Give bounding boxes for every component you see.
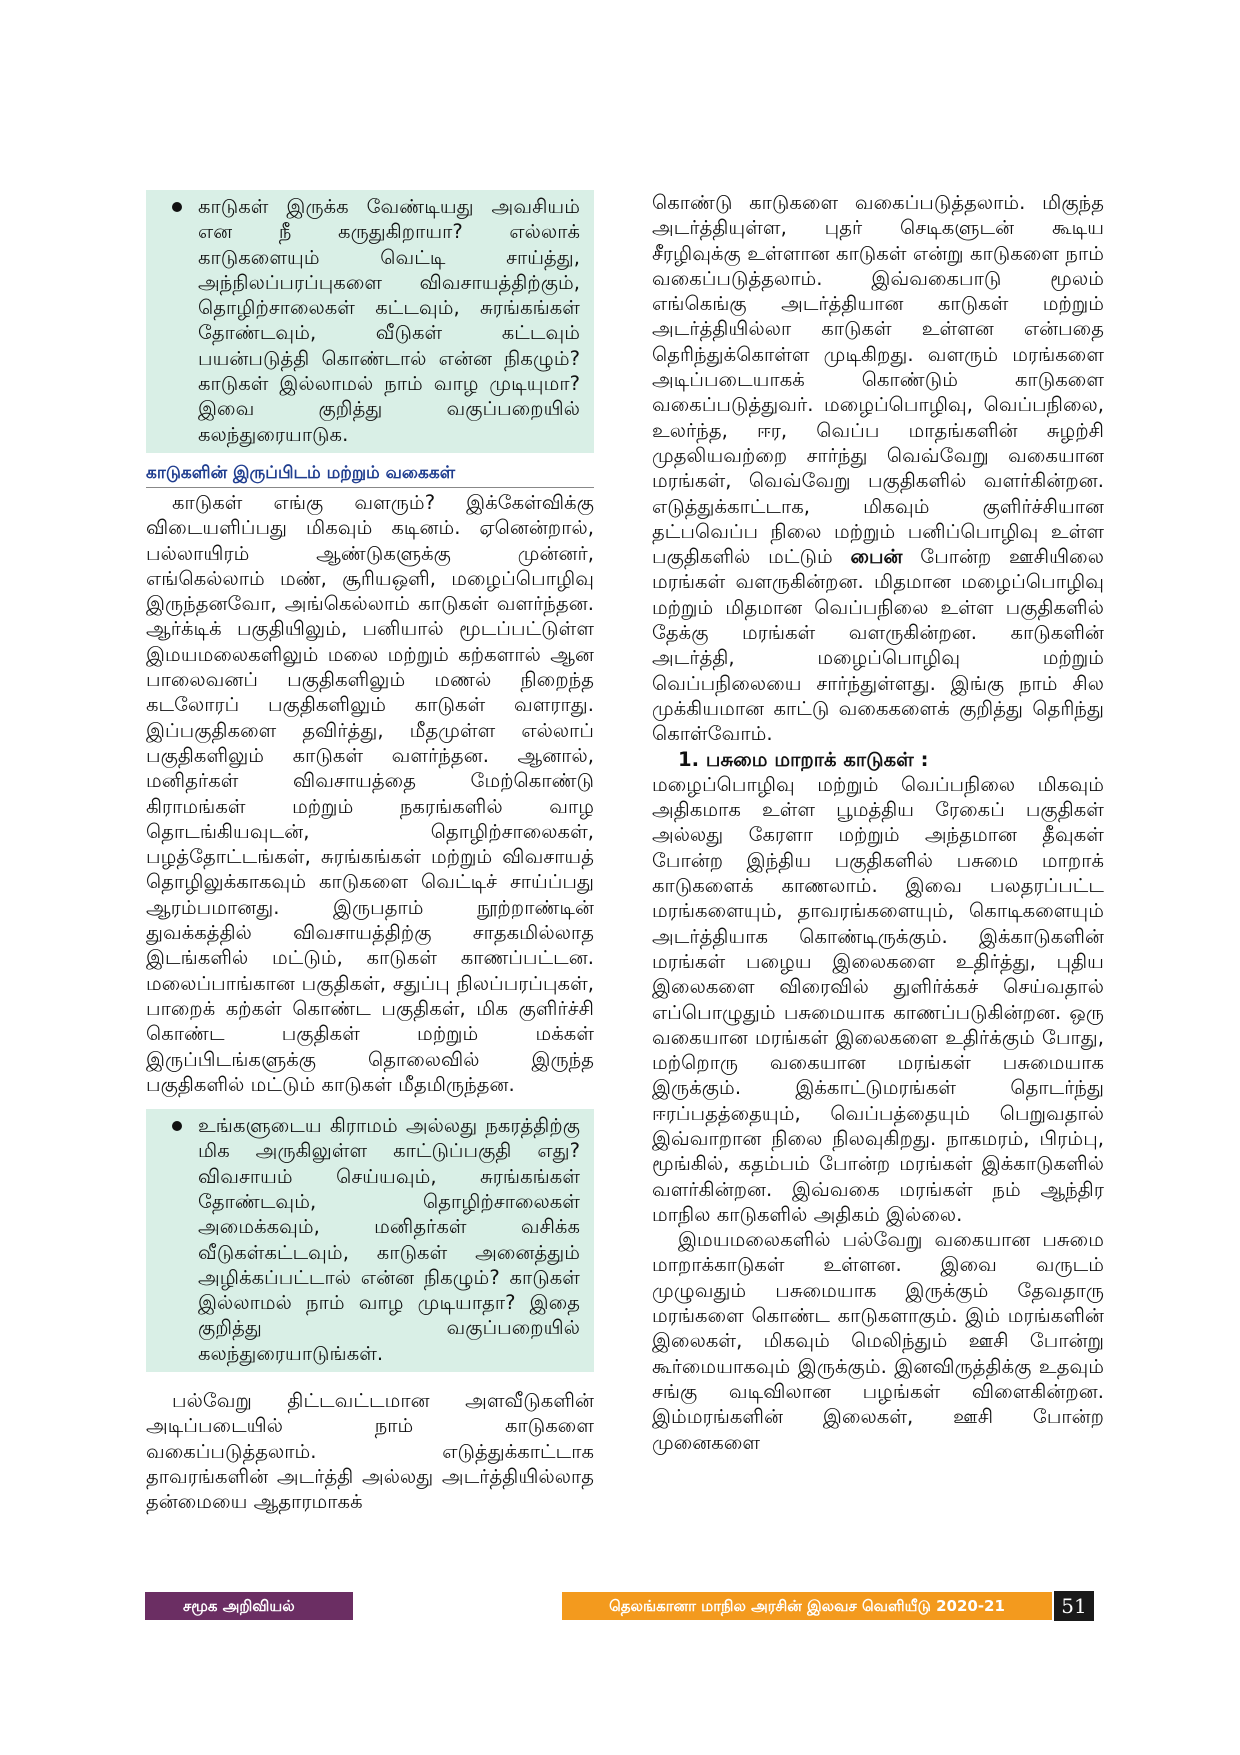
right-paragraph-2: மழைப்பொழிவு மற்றும் வெப்பநிலை மிகவும் அதிகமாக உள்ள பூமத்திய ரேகைப் பகுதிகள் அல்லது கேரளா மற்றும் அந்தமான தீவுகள் போன்ற இந்திய பகுதிகளில் பசுமை மாறாக் காடுகளைக் காணலாம். இவை பலதரப்பட்ட மரங்களையும், தாவரங்களையும், கொடிகளையும் அடர்த்தியாக கொண்டிருக்கும். இக்காடுகளின் மரங்கள் பழைய இலைகளை உதிர்த்து, புதிய இலைகளை விரைவில் துளிர்க்கச் செய்வதால் எப்பொழுதும் பசுமையாக காணப்படுகின்றன. ஒரு வகையான மரங்கள் இலைகளை உதிர்க்கும் போது, மற்றொரு வகையான மரங்கள் பசுமையாக இருக்கும். இக்காட்டுமரங்கள் தொடர்ந்து ஈரப்பதத்தையும், வெப்பத்தையும் பெறுவதால் இவ்வாறான நிலை நிலவுகிறது. நாகமரம், பிரம்பு, மூங்கில், கதம்பம் போன்ற மரங்கள் இக்காடுகளில் வளர்கின்றன. இவ்வகை மரங்கள் நம் ஆந்திர மாநில காடுகளில் அதிகம் இல்லை. — [652, 772, 1104, 1226]
discussion-box-1 — [146, 190, 594, 453]
right-paragraph-1 — [652, 190, 1104, 747]
left-paragraph-1: காடுகள் எங்கு வளரும்? இக்கேள்விக்கு விடையளிப்பது மிகவும் கடினம். ஏனென்றால், பல்லாயிரம் ஆண்டுகளுக்கு முன்னர், எங்கெல்லாம் மண், சூரியஒளி, மழைப்பொழிவு இருந்தனவோ, அங்கெல்லாம் காடுகள் வளர்ந்தன. ஆர்க்டிக் பகுதியிலும், பனியால் மூடப்பட்டுள்ள இமயமலைகளிலும் மலை மற்றும் கற்களால் ஆன பாலைவனப் பகுதிகளிலும் மணல் நிறைந்த கடலோரப் பகுதிகளிலும் காடுகள் வளராது. இப்பகுதிகளை தவிர்த்து, மீதமுள்ள எல்லாப் பகுதிகளிலும் காடுகள் வளர்ந்தன. ஆனால், மனிதர்கள் விவசாயத்தை மேற்கொண்டு கிராமங்கள் மற்றும் நகரங்களில் வாழ தொடங்கியவுடன், தொழிற்சாலைகள், பழத்தோட்டங்கள், சுரங்கங்கள் மற்றும் விவசாயத் தொழிலுக்காகவும் காடுகளை வெட்டிச் சாய்ப்பது ஆரம்பமானது. இருபதாம் நூற்றாண்டின் துவக்கத்தில் விவசாயத்திற்கு சாதகமில்லாத இடங்களில் மட்டும், காடுகள் காணப்பட்டன. மலைப்பாங்கான பகுதிகள், சதுப்பு நிலப்பரப்புகள், பாறைக் கற்கள் கொண்ட பகுதிகள், மிக குளிர்ச்சி கொண்ட பகுதிகள் மற்றும் மக்கள் இருப்பிடங்களுக்கு தொலைவில் இருந்த பகுதிகளில் மட்டும் காடுகள் மீதமிருந்தன. — [146, 490, 594, 1096]
pine-word: பைன் — [850, 545, 903, 569]
bullet-icon — [172, 202, 182, 212]
right-paragraph-1-cont: போன்ற ஊசியிலை மரங்கள் வளருகின்றன. மிதமான மழைப்பொழிவு மற்றும் மிதமான வெப்பநிலை உள்ள பகுதிகளில் தேக்கு மரங்கள் வளருகின்றன. காடுகளின் அடர்த்தி, மழைப்பொழிவு மற்றும் வெப்பநிலையை சார்ந்துள்ளது. இங்கு நாம் சில முக்கியமான காட்டு வகைகளைக் குறித்து தெரிந்து கொள்வோம். — [652, 545, 1104, 746]
subject-label: சமூக அறிவியல் — [145, 1592, 353, 1620]
discussion-box-2 — [146, 1109, 594, 1372]
section-heading: காடுகளின் இருப்பிடம் மற்றும் வகைகள் — [146, 461, 594, 488]
evergreen-forest-subheading: 1. பசுமை மாறாக் காடுகள் : — [678, 747, 929, 771]
discussion-text-2: உங்களுடைய கிராமம் அல்லது நகரத்திற்கு மிக அருகிலுள்ள காட்டுப்பகுதி எது? விவசாயம் செய்யவும், சுரங்கங்கள் தோண்டவும், தொழிற்சாலைகள் அமைக்கவும், மனிதர்கள் வசிக்க வீடுகள்கட்டவும், காடுகள் அனைத்தும் அழிக்கப்பட்டால் என்ன நிகழும்? காடுகள் இல்லாமல் நாம் வாழ முடியாதா? இதை குறித்து வகுப்பறையில் கலந்துரையாடுங்கள். — [198, 1114, 580, 1365]
right-column — [652, 190, 1104, 1455]
discussion-text-1: காடுகள் இருக்க வேண்டியது அவசியம் என நீ கருதுகிறாயா? எல்லாக் காடுகளையும் வெட்டி சாய்த்து, அந்நிலப்பரப்புகளை விவசாயத்திற்கும், தொழிற்சாலைகள் கட்டவும், சுரங்கங்கள் தோண்டவும், வீடுகள் கட்டவும் பயன்படுத்தி கொண்டால் என்ன நிகழும்? காடுகள் இல்லாமல் நாம் வாழ முடியுமா? இவை குறித்து வகுப்பறையில் கலந்துரையாடுக. — [198, 195, 580, 446]
bullet-icon — [172, 1121, 182, 1131]
right-paragraph-1-text: கொண்டு காடுகளை வகைப்படுத்தலாம். மிகுந்த அடர்த்தியுள்ள, புதர் செடிகளுடன் கூடிய சீரழிவுக்கு உள்ளான காடுகள் என்று காடுகளை நாம் வகைப்படுத்தலாம். இவ்வகைபாடு மூலம் எங்கெங்கு அடர்த்தியான காடுகள் மற்றும் அடர்த்தியில்லா காடுகள் உள்ளன என்பதை தெரிந்துக்கொள்ள முடிகிறது. வளரும் மரங்களை அடிப்படையாகக் கொண்டும் காடுகளை வகைப்படுத்துவர். மழைப்பொழிவு, வெப்பநிலை, உலர்ந்த, ஈர, வெப்ப மாதங்களின் சுழற்சி முதலியவற்றை சார்ந்து வெவ்வேறு வகையான மரங்கள், வெவ்வேறு பகுதிகளில் வளர்கின்றன. எடுத்துக்காட்டாக, மிகவும் குளிர்ச்சியான தட்பவெப்ப நிலை மற்றும் பனிப்பொழிவு உள்ள பகுதிகளில் மட்டும் — [652, 191, 1104, 569]
right-paragraph-3: இமயமலைகளில் பல்வேறு வகையான பசுமை மாறாக்காடுகள் உள்ளன. இவை வருடம் முழுவதும் பசுமையாக இருக்கும் தேவதாரு மரங்களை கொண்ட காடுகளாகும். இம் மரங்களின் இலைகள், மிகவும் மெலிந்தும் ஊசி போன்று கூர்மையாகவும் இருக்கும். இனவிருத்திக்கு உதவும் சங்கு வடிவிலான பழங்கள் விளைகின்றன. இம்மரங்களின் இலைகள், ஊசி போன்ற முனைகளை — [652, 1228, 1104, 1454]
page-number: 51 — [1054, 1591, 1094, 1621]
left-column — [146, 190, 594, 1515]
left-paragraph-2: பல்வேறு திட்டவட்டமான அளவீடுகளின் அடிப்படையில் நாம் காடுகளை வகைப்படுத்தலாம். எடுத்துக்காட்டாக தாவரங்களின் அடர்த்தி அல்லது அடர்த்தியில்லாத தன்மையை ஆதாரமாகக் — [146, 1389, 594, 1514]
publisher-banner: தெலங்கானா மாநில அரசின் இலவச வெளியீடு 2020-21 — [562, 1592, 1052, 1620]
